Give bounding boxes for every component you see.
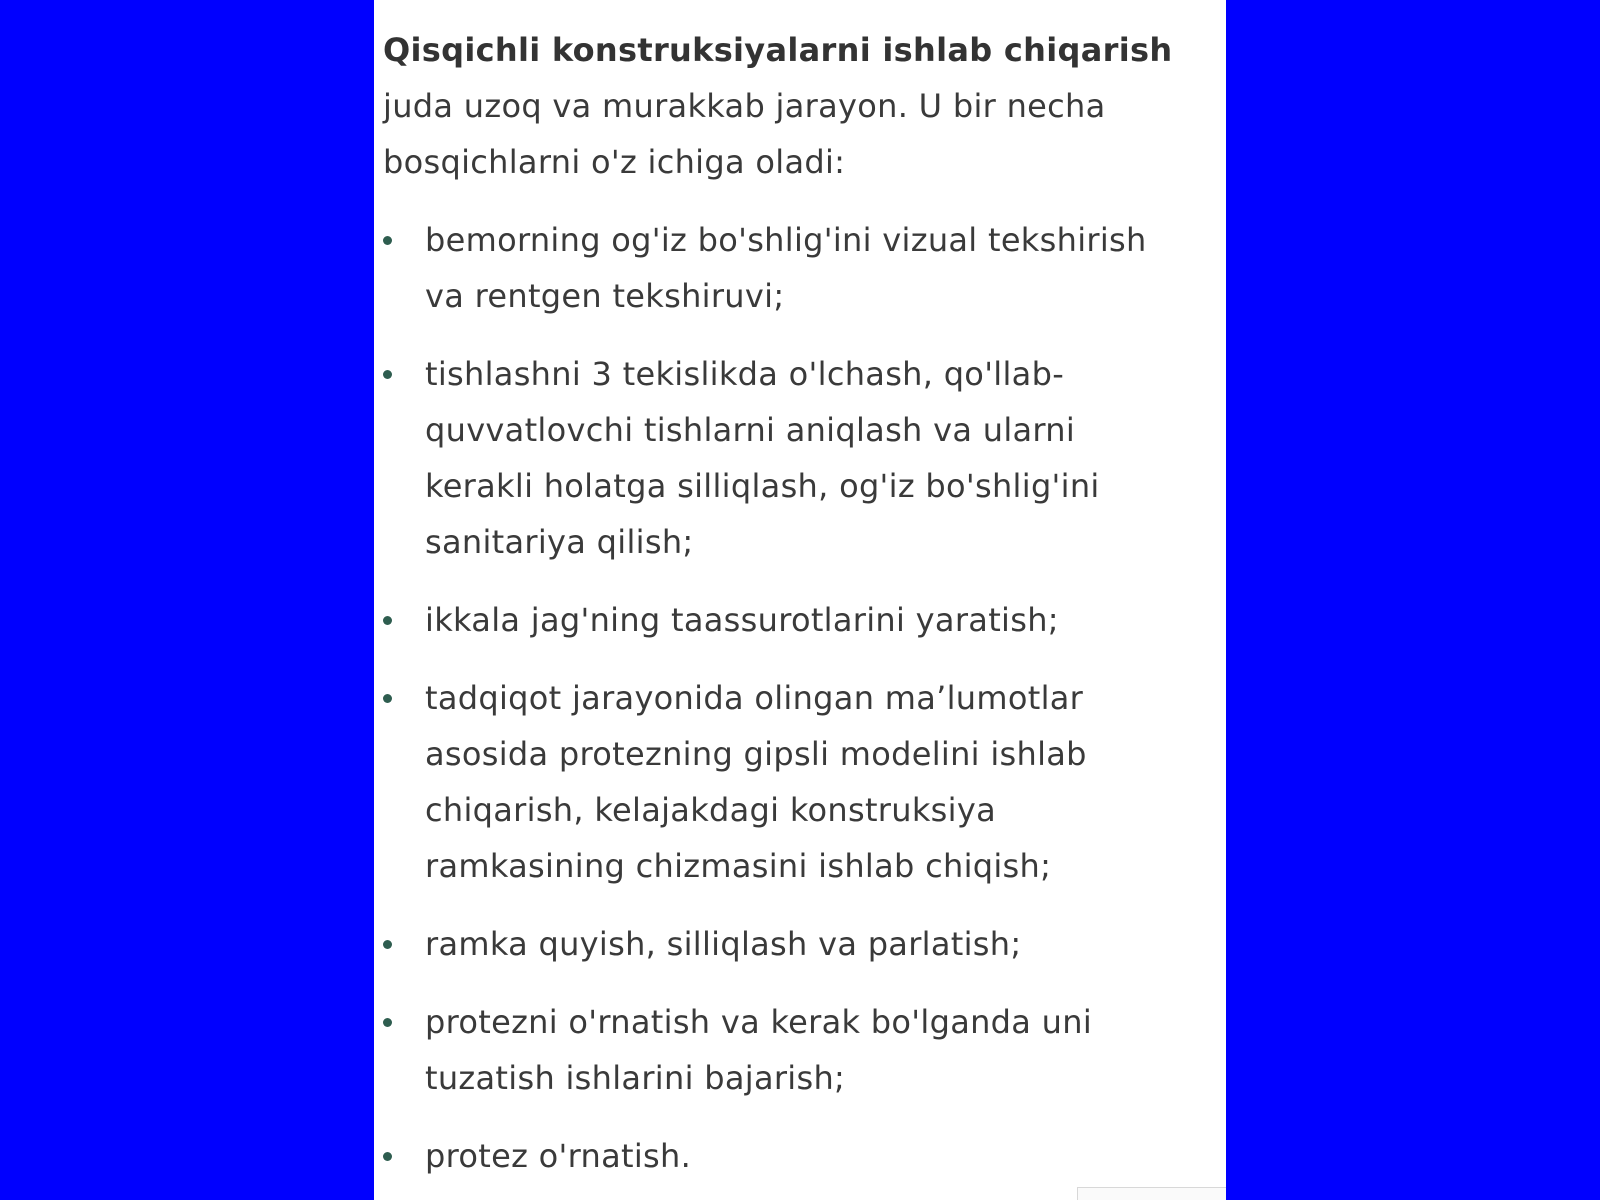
bullet-icon [383, 940, 392, 949]
step-text: ikkala jag'ning taassurotlarini yaratish; [425, 601, 1059, 639]
list-item [383, 916, 1183, 972]
list-item [383, 592, 1183, 648]
article-panel [374, 0, 1226, 1200]
bullet-icon [383, 370, 392, 379]
article-content [383, 22, 1183, 1200]
bullet-icon [383, 236, 392, 245]
step-text: ramka quyish, silliqlash va parlatish; [425, 925, 1022, 963]
list-item [383, 1128, 1183, 1184]
bullet-icon [383, 1152, 392, 1161]
steps-list [383, 212, 1183, 1184]
step-text: bemorning og'iz bo'shlig'ini vizual tekshirish va rentgen tekshiruvi; [425, 221, 1147, 315]
step-text: tishlashni 3 tekislikda o'lchash, qo'llab-quvvatlovchi tishlarni aniqlash va ularni kerakli holatga silliqlash, og'iz bo'shlig'ini sanitariya qilish; [425, 355, 1100, 561]
page-edge-tab [1077, 1187, 1226, 1200]
list-item [383, 212, 1183, 324]
intro-lead: Qisqichli konstruksiyalarni ishlab chiqarish [383, 31, 1173, 69]
list-item [383, 670, 1183, 894]
step-text: protez o'rnatish. [425, 1137, 692, 1175]
bullet-icon [383, 1018, 392, 1027]
bullet-icon [383, 616, 392, 625]
list-item [383, 346, 1183, 570]
bullet-icon [383, 694, 392, 703]
step-text: protezni o'rnatish va kerak bo'lganda uni tuzatish ishlarini bajarish; [425, 1003, 1093, 1097]
intro-rest: juda uzoq va murakkab jarayon. U bir necha bosqichlarni o'z ichiga oladi: [383, 87, 1106, 181]
list-item [383, 994, 1183, 1106]
intro-paragraph [383, 22, 1183, 190]
step-text: tadqiqot jarayonida olingan ma’lumotlar asosida protezning gipsli modelini ishlab chiqarish, kelajakdagi konstruksiya ramkasining chizmasini ishlab chiqish; [425, 679, 1087, 885]
